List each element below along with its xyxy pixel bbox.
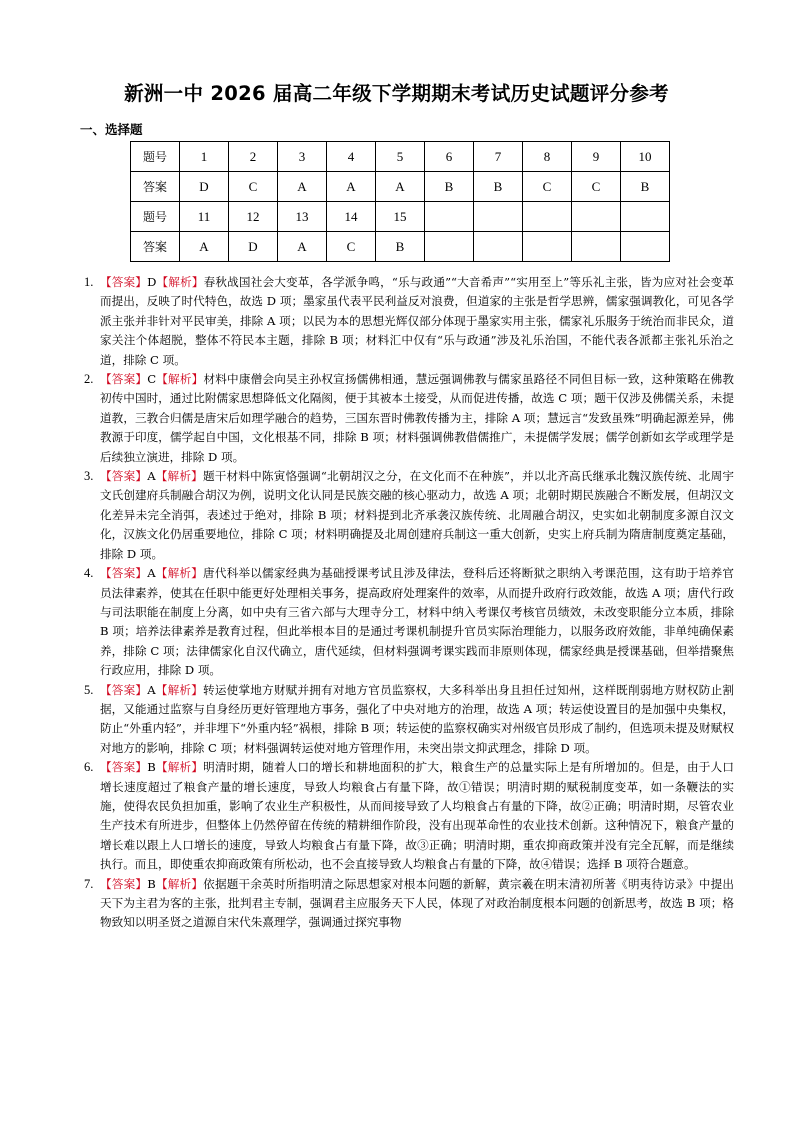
answer-label: 【答案】 <box>100 275 148 289</box>
question-number-row <box>131 142 670 172</box>
question-number-cell: 6 <box>425 142 474 172</box>
analysis-item <box>84 370 734 467</box>
question-number-row <box>131 202 670 232</box>
answer-cell <box>425 232 474 262</box>
answer-value: C <box>147 372 157 387</box>
answer-cell: A <box>278 172 327 202</box>
question-number-cell: 5 <box>376 142 425 172</box>
question-number-cell: 7 <box>474 142 523 172</box>
question-number-cell <box>572 202 621 232</box>
item-number: 6. <box>84 760 94 775</box>
answer-cell <box>474 232 523 262</box>
analysis-label: 【解析】 <box>156 372 204 387</box>
analysis-label: 【解析】 <box>155 876 204 891</box>
analysis-item <box>84 681 734 759</box>
question-number-cell: 15 <box>376 202 425 232</box>
answer-cell: C <box>327 232 376 262</box>
analysis-item <box>84 875 734 933</box>
analysis-text: 明清时期，随着人口的增长和耕地面积的扩大，粮食生产的总量实际上是有所增加的。但是，由于人口增长速度超过了粮食产量的增长速度，导致人均粮食占有量下降，故①错误；明清时期的赋税制度变革，如一条鞭法的实施，使得农民负担加重，影响了农业生产积极性，从而间接导致了人均粮食占有量的下降，故②正确；明清时期，尽管农业生产技术有所进步，但整体上仍然停留在传统的精耕细作阶段，没有出现革命性的农业技术创新。这种情况下，粮食产量的增长难以跟上人口增长的速度，导致人均粮食占有量下降，故③正确；明清时期，重农抑商政策并没有完全瓦解，而是继续执行。而且，即使重农抑商政策有所松动，也不会直接导致人均粮食占有量的下降，故④错误；选择 B 项符合题意。 <box>100 760 734 872</box>
answer-cell: B <box>376 232 425 262</box>
analysis-text: 唐代科举以儒家经典为基础授课考试且涉及律法，登科后还将断狱之职纳入考课范围，这有助于培养官员法律素养，使其在任职中能更好处理相关事务，提高政府处理案件的效率，从而提升政府行政效能，故选 A 项；唐代行政与司法职能在制度上分离，如中央有三省六部与大理寺分工，材料中纳入考课仅考核官员绩效，未改变职能分立本质，排除 B 项；培养法律素养是教育过程，但此举根本目的是通过考课机制提升官员实际治理能力，以服务政府效能，非单纯确保素养，排除 C 项；法律儒家化自汉代确立，唐代延续，但材料强调考课实践而非原则体现，儒家经典是授课基础，但举措聚焦行政应用，排除 D 项。 <box>100 566 734 678</box>
answer-cell: A <box>327 172 376 202</box>
answer-cell <box>621 232 670 262</box>
answer-cell: C <box>523 172 572 202</box>
analysis-item <box>84 467 734 564</box>
analysis-text: 材料中康僧会向吴主孙权宣扬儒佛相通，慧远强调佛教与儒家虽路径不同但目标一致，这种策略在佛教初传中国时，通过比附儒家思想降低文化隔阂，便于其被本土接受，从而促进传播，故选 C 项；题干仅涉及佛儒关系，未提道教，三教合归儒是唐宋后如理学融合的趋势，三国东晋时佛教传播为主，排除 A 项；慧远言“发致虽殊”明确起源差异，佛教源于印度，儒学起自中国，文化根基不同，排除 B 项；材料强调佛教借儒推广，未提儒学发展；儒学创新如玄学或理学是后续独立演进，排除 D 项。 <box>100 372 734 464</box>
question-number-cell: 1 <box>180 142 229 172</box>
question-number-cell: 14 <box>327 202 376 232</box>
answer-value: A <box>147 566 156 581</box>
item-number: 3. <box>84 469 94 484</box>
item-number: 1. <box>84 275 94 289</box>
question-number-cell: 9 <box>572 142 621 172</box>
item-number: 7. <box>84 876 94 891</box>
answer-cell: B <box>621 172 670 202</box>
analysis-label: 【解析】 <box>155 760 204 775</box>
analysis-label: 【解析】 <box>155 566 204 581</box>
answer-value: D <box>147 275 157 289</box>
row-label-answer: 答案 <box>131 172 180 202</box>
page-title: 新洲一中 2026 届高二年级下学期期末考试历史试题评分参考 <box>124 82 669 105</box>
answer-cell: A <box>180 232 229 262</box>
item-number: 5. <box>84 682 94 697</box>
analysis-label: 【解析】 <box>156 275 204 289</box>
analysis-item <box>84 273 734 370</box>
analysis-label: 【解析】 <box>155 469 203 484</box>
analysis-label: 【解析】 <box>155 682 204 697</box>
question-number-cell: 13 <box>278 202 327 232</box>
item-number: 2. <box>84 372 94 387</box>
item-number: 4. <box>84 566 94 581</box>
answer-cell: B <box>474 172 523 202</box>
analysis-item <box>84 564 734 680</box>
answer-cell <box>572 232 621 262</box>
question-number-cell: 10 <box>621 142 670 172</box>
answer-label: 【答案】 <box>100 682 148 697</box>
question-number-cell: 8 <box>523 142 572 172</box>
answer-label: 【答案】 <box>100 760 148 775</box>
analysis-list <box>84 273 734 933</box>
row-label-question: 题号 <box>131 202 180 232</box>
question-number-cell <box>523 202 572 232</box>
analysis-text: 春秋战国社会大变革，各学派争鸣，“乐与政通”“大音希声”“实用至上”等乐礼主张，皆为应对社会变革而提出，反映了时代特色，故选 D 项；墨家虽代表平民利益反对浪费，但道家的主张是哲学思辨，儒家强调教化，可见各学派主张并非针对平民审美，排除 A 项；以民为本的思想光辉仅部分体现于墨家实用主张，儒家礼乐服务于统治而非民众，道家关注个体超脱，整体不符民本主题，排除 B 项；材料汇中仅有“乐与政通”涉及礼乐治国，不能代表各派都主张礼乐治之道，排除 C 项。 <box>100 275 734 367</box>
analysis-text: 依据题干余英时所指明清之际思想家对根本问题的新解，黄宗羲在明末清初所著《明夷待访录》中提出天下为主君为客的主张，批判君主专制，强调君主应服务天下人民，体现了对政治制度根本问题的创新思考，故选 B 项；格物致知以明圣贤之道源自宋代朱熹理学，强调通过探究事物 <box>100 876 734 930</box>
row-label-answer: 答案 <box>131 232 180 262</box>
answer-cell: C <box>572 172 621 202</box>
answer-value: A <box>147 682 156 697</box>
answer-cell: A <box>278 232 327 262</box>
answer-cell: D <box>229 232 278 262</box>
question-number-cell <box>425 202 474 232</box>
analysis-text: 题干材料中陈寅恪强调“北朝胡汉之分，在文化而不在种族”，并以北齐高氏继承北魏汉族传统、北周宇文氏创建府兵制融合胡汉为例，说明文化认同是民族交融的核心驱动力，故选 A 项；北朝时期民族融合不断发展，但胡汉文化差异未完全消弭，表述过于绝对，排除 B 项；材料提到北齐承袭汉族传统、北周融合胡汉，史实如北朝制度多源自汉文化，汉族文化仍居重要地位，排除 C 项；材料明确提及北周创建府兵制这一重大创新，史实上府兵制为隋唐制度奠定基础，排除 D 项。 <box>100 469 734 561</box>
answer-label: 【答案】 <box>100 372 148 387</box>
answer-cell: B <box>425 172 474 202</box>
answer-value: B <box>147 760 156 775</box>
question-number-cell <box>621 202 670 232</box>
question-number-cell: 11 <box>180 202 229 232</box>
answer-label: 【答案】 <box>100 469 148 484</box>
question-number-cell: 12 <box>229 202 278 232</box>
analysis-item <box>84 758 734 874</box>
answer-label: 【答案】 <box>100 566 148 581</box>
answer-label: 【答案】 <box>100 876 148 891</box>
answer-cell <box>523 232 572 262</box>
answer-cell: A <box>376 172 425 202</box>
answer-value: A <box>147 469 156 484</box>
row-label-question: 题号 <box>131 142 180 172</box>
answer-cell: C <box>229 172 278 202</box>
analysis-text: 转运使掌地方财赋并拥有对地方官员监察权，大多科举出身且担任过知州，这样既削弱地方财权防止割据，又能通过监察与自身经历更好管理地方事务，强化了中央对地方的治理，故选 A 项；转运使设置目的是加强中央集权，防止“外重内轻”，并非埋下“外重内轻”祸根，排除 B 项；转运使的监察权确实对州级官员形成了制约，但选项未提及财赋权对地方的影响，排除 C 项；材料强调转运使对地方管理作用，未突出崇文抑武理念，排除 D 项。 <box>100 682 734 755</box>
question-number-cell: 2 <box>229 142 278 172</box>
answer-row <box>131 172 670 202</box>
answer-value: B <box>147 876 156 891</box>
question-number-cell: 3 <box>278 142 327 172</box>
section-heading: 一、选择题 <box>80 122 143 137</box>
question-number-cell <box>474 202 523 232</box>
answer-row <box>131 232 670 262</box>
answer-table <box>130 141 670 262</box>
question-number-cell: 4 <box>327 142 376 172</box>
answer-cell: D <box>180 172 229 202</box>
